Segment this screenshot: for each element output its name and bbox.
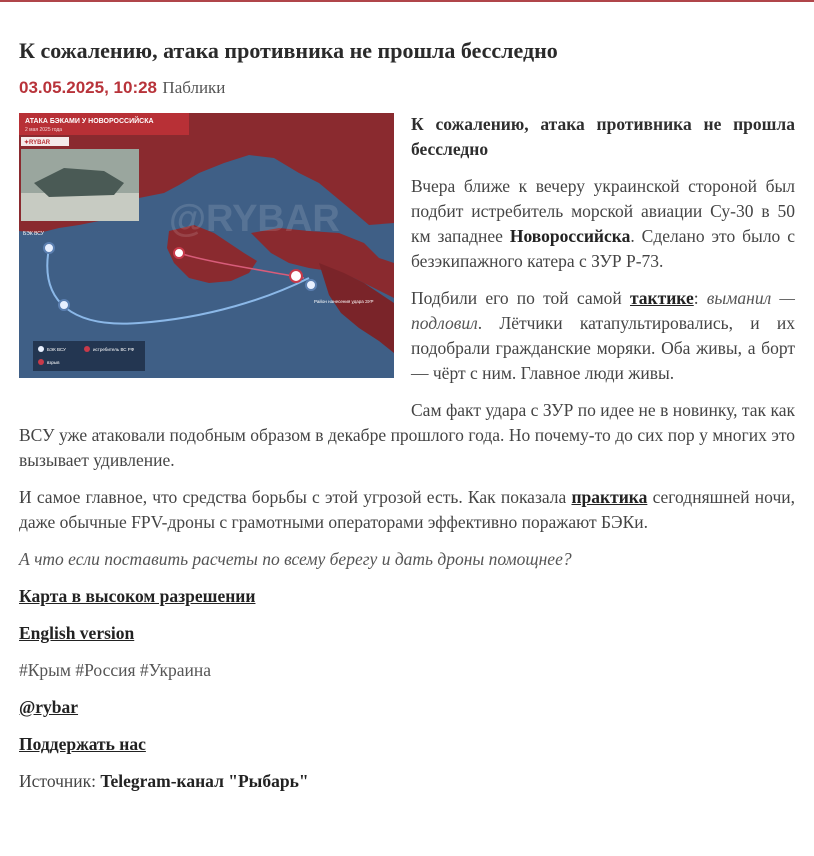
map-brand: ✦RYBAR [24,140,51,146]
paragraph-1: Вчера ближе к вечеру украинской стороной был подбит истребитель морской авиации Су-30 в 50 км западнее Новороссийска. Сделано это было с безэкипажного катера с ЗУР Р-73. [411,176,795,271]
map-header-date: 2 мая 2025 года [25,127,63,133]
city-name: Новороссийска [509,226,631,246]
article-body [19,112,795,806]
article-meta [19,77,225,99]
category-link[interactable]: Паблики [162,78,226,97]
map-label-bek: БЭК ВСУ [23,231,44,237]
source-line: Источник: Telegram-канал "Рыбарь" [19,771,309,791]
article-lead: К сожалению, атака противника не прошла бесследно [411,114,795,159]
legend-item-bek: БЭК ВСУ [47,347,66,352]
source-name[interactable]: Telegram-канал "Рыбарь" [100,771,309,791]
paragraph-3: Сам факт удара с ЗУР по идее не в новинку, так как ВСУ уже атаковали подобным образом в декабре прошлого года. Но почему-то до сих пор у многих это вызывает удивление. [19,400,795,470]
paragraph-5: А что если поставить расчеты по всему берегу и дать дроны помощнее? [19,549,572,569]
map-watermark: @RYBAR [169,198,340,240]
image-spacer [19,112,411,408]
publish-date: 03.05.2025, 10:28 [19,78,158,97]
map-header-title: АТАКА БЭКАМИ У НОВОРОССИЙСКА [25,118,154,125]
paragraph-4: И самое главное, что средства борьбы с этой угрозой есть. Как показала практика сегодняшней ночи, даже обычные FPV-дроны с грамотными операторами эффективно поражают БЭКи. [19,487,795,532]
paragraph-2: Подбили его по той самой тактике: выманил — подловил. Лётчики катапультировались, и их подобрали гражданские моряки. Оба живы, а борт — чёрт с ним. Главное люди живы. [411,288,795,383]
tactic-link[interactable]: тактике [629,288,694,308]
map-label-point: Район нанесения удара ЗУР [314,299,374,304]
english-version-link[interactable]: English version [19,623,135,643]
hires-map-link[interactable]: Карта в высоком разрешении [19,586,256,606]
rybar-link[interactable]: @rybar [19,697,79,717]
page-title: К сожалению, атака противника не прошла бесследно [19,38,558,63]
legend-item-fighter: истребитель ВС РФ [93,347,135,352]
support-link[interactable]: Поддержать нас [19,734,146,754]
hashtags[interactable]: #Крым #Россия #Украина [19,660,212,680]
article-links [19,584,795,794]
practice-link[interactable]: практика [571,487,648,507]
legend-item-explosion: взрыв [47,360,60,365]
